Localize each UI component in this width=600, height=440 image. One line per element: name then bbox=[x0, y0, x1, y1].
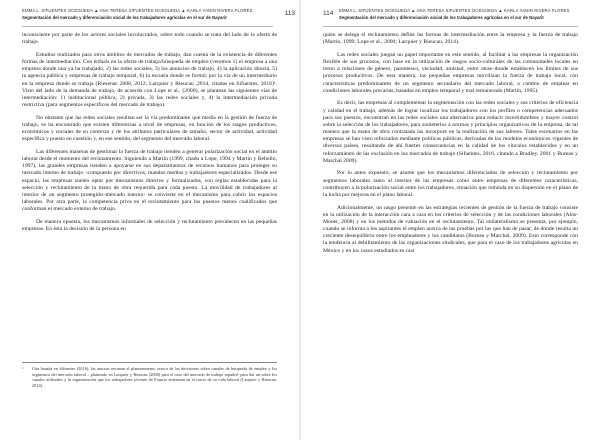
running-header bbox=[22, 8, 295, 27]
footnote bbox=[22, 366, 277, 388]
left-page bbox=[0, 0, 299, 440]
header-authors: EMMA L. SIFUENTES OCEGUEDA ▲ ANA TERESA SIFUENTES OCEGUEDA ▲ KARLA YANIN RIVERA FLORES bbox=[22, 8, 253, 13]
header-authors: EMMA L. SIFUENTES OCEGUEDA ▲ ANA TERESA SIFUENTES OCEGUEDA ▲ KARLA YANIN RIVERA FLORES bbox=[339, 8, 570, 13]
paragraph: Las diferentes maneras de gestionar la fuerza de trabajo tienden a generar polarización social en el ámbito laboral desde el momento del reclutamiento. Siguiendo a Martín (1999, citado a Lope, 1994 y Martín y Rebollo, 1997), las grandes empresas tienden a apoyarse en sus departamentos de recursos humanos para proteger su mercado interno de trabajo –compuesto por directivos, mandos medios y trabajadores especializados. Desde ese espacio, las empresas suelen optar por mecanismos directos y formalizados, con reglas establecidas para la selección y reclutamiento de la mano de obra requerida para cada puesto. La movilidad de trabajadores al interior de un segmento protegido–mercado interno- se convierte en el mecanismo para cubrir los espacios laborales. Por otra parte, la competencia priva en el reclutamiento para los puestos menos cualificados que conforman el mercado externo de trabajo. bbox=[22, 148, 277, 213]
paragraph: quien se delega el reclutamiento define las formas de intermediación entre la empresa y la fuerza de trabajo (Martín, 1999; Lope et al., 2000; Larquier y Rieucau, 2014). bbox=[323, 32, 578, 46]
body-text bbox=[22, 32, 277, 239]
paragraph: Adicionalmente, un rasgo presente en las estrategias recientes de gestión de la fuerza de trabajo consiste en la utilización de la interacción cara a cara en los criterios de selección y de las condiciones laborales (Alós-Moner, 2008) y en los métodos de valuación en el reclutamiento. Tal unilateralismo se presenta, por ejemplo, cuando se informa a los aspirantes el empleo acerca de las pruebas por las que han de pasar, de donde resulta un creciente desequilibrio entre los empleadores y los candidatos (Bureau y Marchal, 2009). Esto corresponde con la tendencia al debilitamiento de las organizaciones sindicales, que para el caso de los trabajadores agrícolas en México y en los casos estudiados es casi bbox=[323, 204, 578, 254]
footnote-mark: ¹ bbox=[22, 366, 24, 371]
page-number: 114 bbox=[323, 10, 334, 17]
paragraph: Es decir, las empresas al complementar la segmentación con las redes sociales y sus criterios de eficiencia y calidad en el trabajo, además de lograr localizar los trabajadores con los perfiles o competencias adecuados para sus puestos, encuentran en las redes sociales una alternativa para reducir incertidumbres y mayor control sobre la selección de los trabajadores, para someterlos a normas y principios organizativos de la empresa, de tal manera que la mano de obra contratada las incorpore en la realización de sus labores. Tales escenarios en las empresas se han visto reforzados mediante políticas públicas, derivadas de los modelos económicos vigentes de diversos países, resultando de ahí fuertes consecuencias en la calidad de los vínculos establecidos y en un reforzamiento de las exclusión en los mercados de trabajo (Sifuentes, 2016, citando a Bradley, 2001 y Bureau y Marchal 2009). bbox=[323, 100, 578, 164]
paragraph: Las redes sociales juegan un papel importante en este sentido, al facilitar a las empresas la organización flexible de sus procesos, con base en la utilización de rasgos socio-culturales de las comunidades locales en torno a relaciones de género, parentesco, vecindad, amistad, entre otras–donde establecen los límites de sus procesos productivos. De esta manera, las pequeñas empresas movilizan la fuerza de trabajo local, con características predominantes de un segmento secundario del mercado laboral, a cambio de emplear en condiciones laborales precarias, basadas en empleo temporal y mal remunerado (Martín, 1995). bbox=[323, 51, 578, 94]
header-title: Segmentación del mercado y diferenciación social de los trabajadores agrícolas en el sur de Nayarit bbox=[22, 15, 227, 20]
paragraph: No obstante que las redes sociales resultan ser la vía predominante que media en la gestión de fuerza de trabajo, se ha encontrado que existen diferencias a nivel de empresas, en función de los rasgos productivos, económicos y sociales de su contexto y de los atributos particulares de tamaño, sector de actividad, actividad específica y puesto en cuestión y, en ese sentido, del segmento del mercado laboral. bbox=[22, 114, 277, 143]
header-title: Segmentación del mercado y diferenciación social de los trabajadores agrícolas en el sur de Nayarit bbox=[339, 15, 544, 20]
paragraph: Por lo antes expuesto, se asume que los mecanismos diferenciados de selección y reclutamiento por segmentos laborales tanto al interior de las empresas como entre empresas de diferentes características, contribuyen a la polarización social entre los trabajadores, situación que redunda en su dispersión en el plano de la lucha por mejoras en el plano laboral. bbox=[323, 170, 578, 198]
footnote-area bbox=[22, 362, 277, 388]
body-text bbox=[323, 32, 578, 260]
paragraph: De manera opuesta, los mecanismos informales de selección y reclutamiento prevalecen en las pequeñas empresas. En ésta la decisión de la persona en bbox=[22, 218, 277, 233]
page-number: 113 bbox=[284, 10, 295, 17]
footnote-text: Cita basada en Sifuentes (2016), las autoras retoman el planteamiento acerca de las decisiones sobre canales de búsqueda de empleo y los segmentos del mercado laboral – planteado en Larquier y Rieucau (2008) para el caso del mercado de trabajo español- para dar un sobre los canales utilizados y la segmentación que los trabajadores jóvenes de Francia enfrentan en el inicio de su vida laboral (Larquier y Rieucau, 2014). bbox=[32, 366, 277, 388]
right-page bbox=[301, 0, 600, 440]
running-header bbox=[323, 8, 578, 27]
paragraph: Estudios realizados para otros ámbitos de mercados de trabajo, dan cuenta de la existencia de diferentes formas de intermediación. Con énfasis en la oferta de trabajo/búsqueda de empleo (veremos 1) el empresa a una empresa donde uno ya ha trabajado, 2) las redes sociales, 3) los anuncios de trabajo, 4) la aplicación directa, 5) la agencia pública y empresas de trabajo temporal, 6) la escuela donde se formó; por la vía de un intermediario en la empresa donde se trabaja (Riesenac 2008, 2012; Larquier y Rieucau ,2014, citadas en Sifuentes, 2016)¹. Visto del lado de la demanda de trabajo, de acuerdo con Lope et al., (2000), se plantean las siguientes vías de intermediación: 1) institucional pública, 2) privada, 3) las redes sociales y, 4) la intermediación privada restrictiva (para segmentos específicos del mercado de trabajo). bbox=[22, 51, 277, 108]
paragraph: inconsciente por parte de los actores sociales involucrados, sobre todo cuando se trata del lado de la oferta de trabajo. bbox=[22, 32, 277, 46]
